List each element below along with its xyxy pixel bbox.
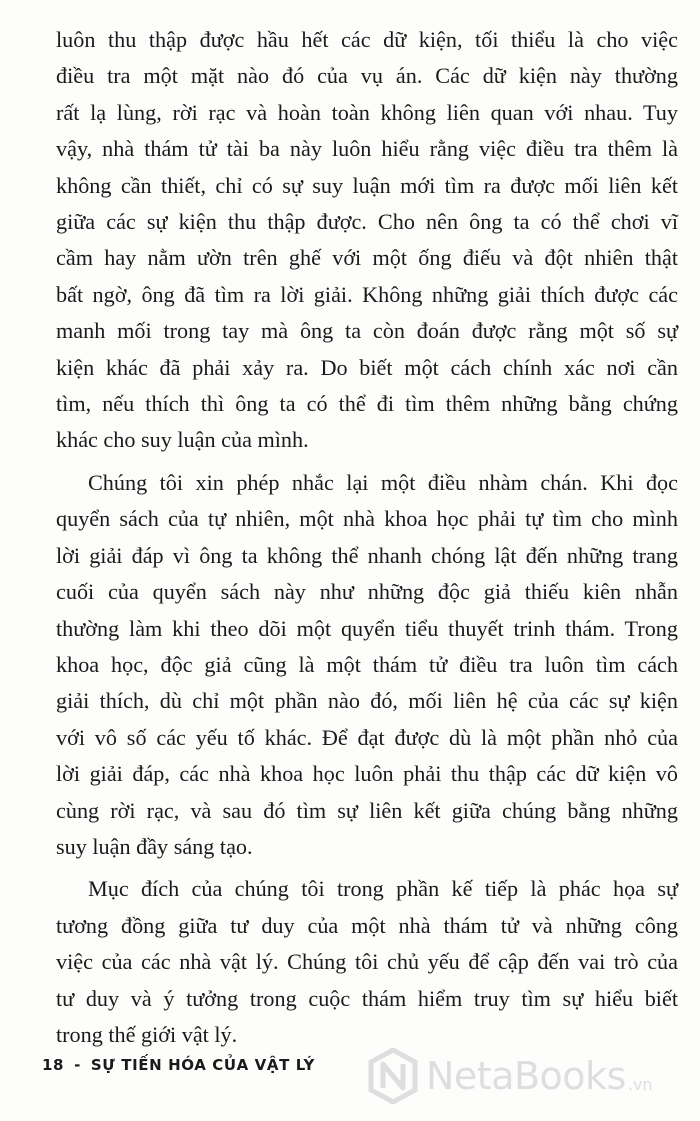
text-line: không cần thiết, chỉ có sự suy luận mới tìm ra được mối liên kết (56, 172, 678, 198)
text-line: lời giải đáp vì ông ta không thể nhanh chóng lật đến những trang (56, 542, 678, 568)
footer-separator: - (74, 1056, 81, 1074)
paragraph-3 (56, 871, 678, 1053)
text-line: khoa học, độc giả cũng là một thám tử điều tra luôn tìm cách (56, 651, 678, 677)
text-line: điều tra một mặt nào đó của vụ án. Các dữ kiện này thường (56, 63, 678, 89)
text-line: quyển sách của tự nhiên, một nhà khoa học phải tự tìm cho mình (56, 506, 678, 532)
paragraph-1 (56, 22, 678, 459)
watermark-brand: NetaBooks (426, 1054, 626, 1098)
text-line: rất lạ lùng, rời rạc và hoàn toàn không liên quan với nhau. Tuy (56, 99, 678, 125)
text-line: giữa các sự kiện thu thập được. Cho nên ông ta có thể chơi vĩ (56, 209, 678, 235)
body-text (56, 22, 678, 1053)
text-line: khác cho suy luận của mình. (56, 427, 309, 453)
text-line: trong thế giới vật lý. (56, 1021, 238, 1047)
text-line: tương đồng giữa tư duy của một nhà thám tử và những công (56, 912, 678, 938)
text-line: giải thích, dù chỉ một phần nào đó, mối liên hệ của các sự kiện (56, 688, 678, 714)
text-line: cầm hay nằm ườn trên ghế với một ống điếu và đột nhiên thật (56, 245, 678, 271)
netabooks-logo-icon (368, 1048, 418, 1104)
text-line: Chúng tôi xin phép nhắc lại một điều nhàm chán. Khi đọc (88, 469, 678, 495)
text-line: tư duy và ý tưởng trong cuộc thám hiểm truy tìm sự hiểu biết (56, 985, 678, 1011)
text-line: manh mối trong tay mà ông ta còn đoán được rằng một số sự (56, 318, 678, 344)
netabooks-watermark (368, 1046, 653, 1106)
text-line: tìm, nếu thích thì ông ta có thể đi tìm thêm những bằng chứng (56, 391, 678, 417)
text-line: bất ngờ, ông đã tìm ra lời giải. Không những giải thích được các (56, 281, 678, 307)
text-line: Mục đích của chúng tôi trong phần kế tiếp là phác họa sự (88, 876, 678, 902)
page-number: 18 (42, 1056, 65, 1074)
text-line: thường làm khi theo dõi một quyển tiểu thuyết trinh thám. Trong (56, 615, 678, 641)
page-footer (42, 1056, 315, 1074)
text-line: với vô số các yếu tố khác. Để đạt được dù là một phần nhỏ của (56, 724, 678, 750)
watermark-domain: .vn (627, 1075, 653, 1094)
paragraph-2 (56, 465, 678, 865)
text-line: kiện khác đã phải xảy ra. Do biết một cách chính xác nơi cần (56, 354, 678, 380)
text-line: luôn thu thập được hầu hết các dữ kiện, tối thiểu là cho việc (56, 27, 678, 52)
text-line: lời giải đáp, các nhà khoa học luôn phải thu thập các dữ kiện vô (56, 761, 678, 787)
book-title: SỰ TIẾN HÓA CỦA VẬT LÝ (90, 1056, 316, 1074)
text-line: suy luận đầy sáng tạo. (56, 833, 253, 859)
text-line: cuối của quyển sách này như những độc giả thiếu kiên nhẫn (56, 579, 678, 605)
text-line: cùng rời rạc, và sau đó tìm sự liên kết giữa chúng bằng những (56, 797, 678, 823)
text-line: vậy, nhà thám tử tài ba này luôn hiểu rằng việc điều tra thêm là (56, 136, 678, 162)
text-line: việc của các nhà vật lý. Chúng tôi chủ yếu để cập đến vai trò của (56, 949, 678, 975)
